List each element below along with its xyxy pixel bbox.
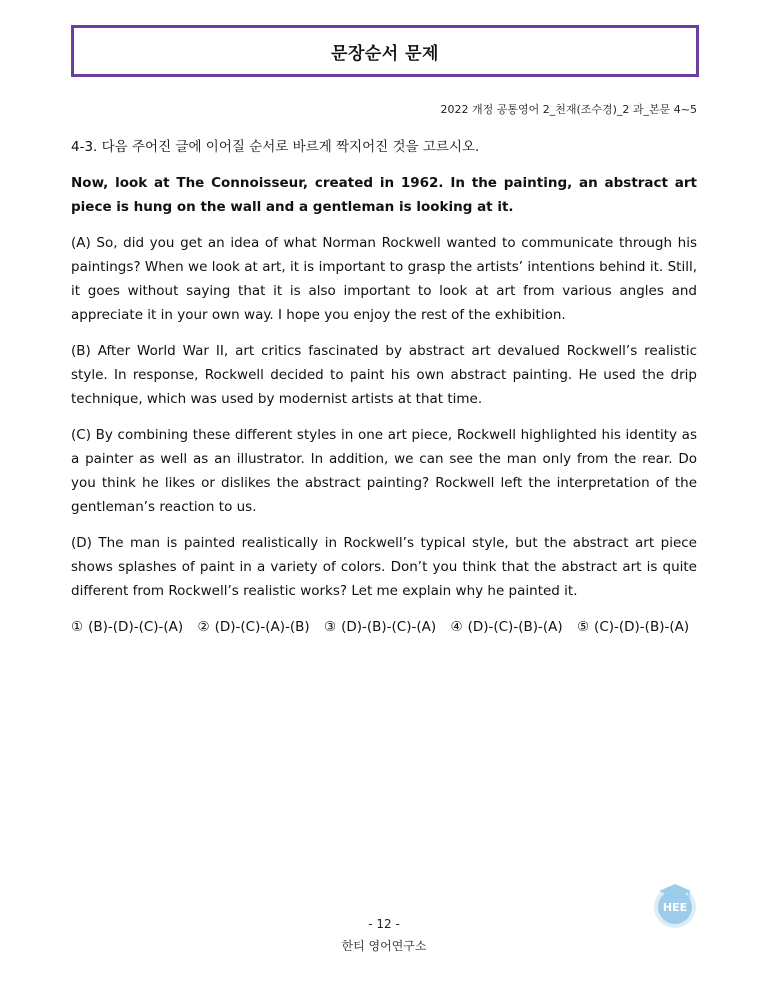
choice-text: (D)-(C)-(B)-(A) xyxy=(467,619,563,635)
page-number: - 12 - xyxy=(368,917,400,931)
lead-passage: Now, look at The Connoisseur, created in 1962. In the painting, an abstract art piece is hung on the wall and a gentleman is looking at it. xyxy=(71,175,697,215)
choice-number: ③ xyxy=(323,619,337,635)
choice-1[interactable] xyxy=(71,615,183,639)
choice-number: ② xyxy=(197,619,210,635)
choice-number: ⑤ xyxy=(576,619,590,635)
choice-text: (D)-(B)-(C)-(A) xyxy=(341,619,437,635)
paragraph-b: (B) After World War II, art critics fascinated by abstract art devalued Rockwell’s realistic style. In response, Rockwell decided to paint his own abstract painting. He used the drip technique, which was used by modernist artists at that time. xyxy=(71,343,697,407)
source-line: 2022 개정 공통영어 2_천재(조수경)_2 과_본문 4~5 xyxy=(440,103,697,116)
title-box xyxy=(71,25,699,77)
page-title: 문장순서 문제 xyxy=(331,43,439,64)
choice-4[interactable] xyxy=(450,615,562,639)
choice-5[interactable] xyxy=(577,615,689,639)
paragraph-c: (C) By combining these different styles in one art piece, Rockwell highlighted his identity as a painter as well as an illustrator. In addition, we can see the man only from the rear. Do you think he likes or dislikes the abstract painting? Rockwell left the interpretation of the gentleman’s reaction to us. xyxy=(71,427,697,515)
question-content xyxy=(71,135,697,639)
paragraph-a: (A) So, did you get an idea of what Norman Rockwell wanted to communicate through his paintings? When we look at art, it is important to grasp the artists’ intentions behind it. Still, it goes without saying that it is also important to look at art from various angles and appreciate it in your own way. I hope you enjoy the rest of the exhibition. xyxy=(71,235,697,323)
choice-number: ④ xyxy=(450,619,463,635)
choice-text: (D)-(C)-(A)-(B) xyxy=(214,619,310,635)
question-prompt: 4-3. 다음 주어진 글에 이어질 순서로 바르게 짝지어진 것을 고르시오. xyxy=(71,139,480,155)
choice-text: (C)-(D)-(B)-(A) xyxy=(594,619,690,635)
logo-text: HEE xyxy=(662,901,688,914)
choice-number: ① xyxy=(71,619,84,635)
choice-text: (B)-(D)-(C)-(A) xyxy=(88,619,184,635)
paragraph-d: (D) The man is painted realistically in Rockwell’s typical style, but the abstract art piece shows splashes of paint in a variety of colors. Don’t you think that the abstract art is quite different from Rockwell’s realistic works? Let me explain why he painted it. xyxy=(71,535,697,599)
choice-2[interactable] xyxy=(197,615,309,639)
choice-3[interactable] xyxy=(324,615,436,639)
answer-choices xyxy=(71,615,697,639)
footer-organization: 한티 영어연구소 xyxy=(341,939,427,953)
